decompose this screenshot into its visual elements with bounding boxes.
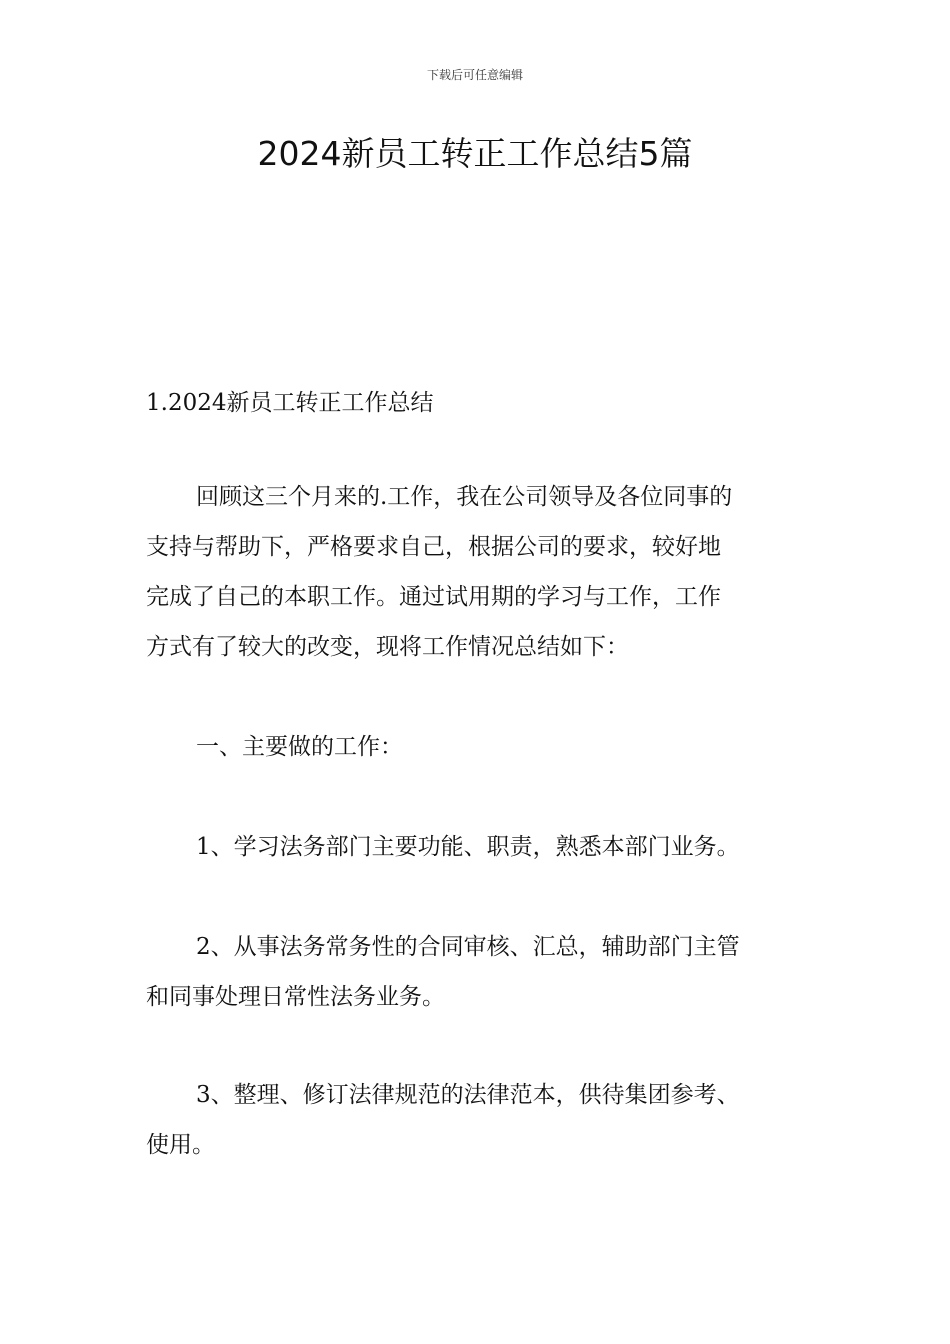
document-title: 2024新员工转正工作总结5篇 — [257, 134, 693, 173]
paragraph-line: 回顾这三个月来的.工作，我在公司领导及各位同事的 — [196, 484, 733, 510]
paragraph-line: 3、整理、修订法律规范的法律范本，供待集团参考、 — [196, 1082, 740, 1108]
work-subheading — [146, 722, 806, 772]
work-item-3 — [146, 1070, 806, 1170]
paragraph-line: 和同事处理日常性法务业务。 — [146, 984, 445, 1010]
page-header-note: 下载后可任意编辑 — [426, 68, 523, 82]
paragraph-line: 2、从事法务常务性的合同审核、汇总，辅助部门主管 — [196, 934, 740, 960]
paragraph-line: 1、学习法务部门主要功能、职责，熟悉本部门业务。 — [196, 834, 740, 860]
subheading-line: 一、主要做的工作： — [196, 734, 403, 760]
work-item-1 — [146, 822, 806, 872]
intro-paragraph — [146, 472, 806, 672]
paragraph-line: 方式有了较大的改变，现将工作情况总结如下： — [146, 634, 629, 660]
section-heading: 1.2024新员工转正工作总结 — [146, 390, 434, 416]
paragraph-line: 使用。 — [146, 1132, 215, 1158]
paragraph-line: 支持与帮助下，严格要求自己，根据公司的要求，较好地 — [146, 534, 721, 560]
work-item-2 — [146, 922, 806, 1022]
paragraph-line: 完成了自己的本职工作。通过试用期的学习与工作，工作 — [146, 584, 721, 610]
